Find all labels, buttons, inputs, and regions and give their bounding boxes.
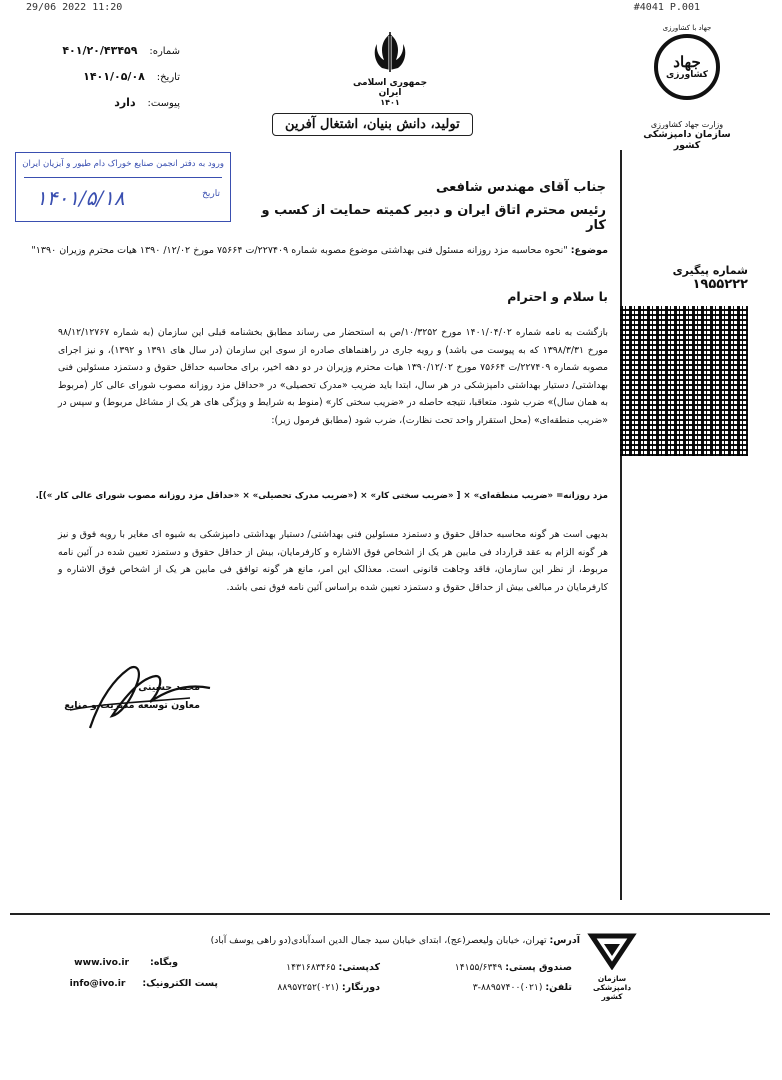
body-paragraph-1: بازگشت به نامه شماره ۱۴۰۱/۰۴/۰۲ مورخ ۱۰/۳۲۵۲/ص به استحضار می رساند مطابق بخشنامه قبلی این سازمان (به شماره ۹۸/۱۲/۱۲۷۶۷ مورخ ۱۳۹۸/۳/۳۱ که به پیوست می باشد) و رویه جاری در راهنماهای صادره از سوی این سازمان (در سال های ۱۳۹۱ و ۱۳۹۲)، و نیز اجرای مصوبه شماره ۲۲۷۴۰۹/ت ۷۵۶۶۴ مورخ ۱۳۹۰/۱۲/۰۲ هیات محترم وزیران در دو دهه اخیر، برای محاسبه حداقل حقوق و دستمزد مسئولین فنی بهداشتی/ دستیار بهداشتی دامپزشکی در هر سال، ابتدا باید ضریب «مدرک تحصیلی» در «حداقل مزد روزانه مصوب شورای عالی کار (مربوط به همان سال)» ضرب شود. متعاقبا، نتیجه حاصله در «ضریب سختی کار» (منوط به شرایط و ویژگی های هر یک از مشاغل مربوط) و سپس در «ضریب منطقه‌ای» (محل استقرار واحد تحت نظارت)، ضرب شود (مطابق فرمول زیر): xyxy=(58,327,609,426)
signature-block xyxy=(60,658,240,738)
ministry-name: وزارت جهاد کشاورزی xyxy=(650,120,724,129)
jahad-logo-icon xyxy=(654,34,720,100)
emblem-year: ۱۴۰۱ xyxy=(380,98,400,107)
logo-word: جهاد xyxy=(673,53,701,71)
attachment-value: دارد xyxy=(114,96,136,109)
footer-pobox-row xyxy=(400,962,572,973)
footer-address: تهران، خیابان ولیعصر(عج)، ابتدای خیابان سید جمال الدین اسدآبادی(دو راهی یوسف آباد) xyxy=(210,935,547,946)
footer-phone-label: تلفن: xyxy=(545,982,572,993)
footer-address-label: آدرس: xyxy=(549,935,580,946)
subject-label: موضوع: xyxy=(570,245,608,256)
signer-title: معاون توسعه مدیریت و منابع xyxy=(64,700,200,711)
footer-website-link[interactable]: www.ivo.ir xyxy=(74,957,130,968)
footer-phone: (۰۲۱)۸۸۹۵۷۴۰۰-۳ xyxy=(472,982,543,993)
footer-website-label: وبگاه: xyxy=(150,957,178,968)
ivo-logo-icon xyxy=(587,930,637,970)
footer-postal-label: کدپستی: xyxy=(338,962,380,973)
footer-pobox-label: صندوق پستی: xyxy=(505,962,572,973)
right-divider xyxy=(620,150,622,900)
receipt-stamp xyxy=(15,152,231,222)
qr-code xyxy=(620,306,748,456)
emblem-icon xyxy=(368,30,412,74)
tracking-number: ۱۹۵۵۲۲۲ xyxy=(692,277,748,292)
footer-fax-row xyxy=(230,982,380,993)
signer-name: محمد حسینی xyxy=(138,682,200,693)
emblem-title: جمهوری اسلامی ایران xyxy=(352,78,428,98)
fax-timestamp: 29/06 2022 11:20 xyxy=(26,2,123,13)
letter-number-row xyxy=(40,44,180,57)
footer-website-row xyxy=(38,957,178,968)
letter-date-label: تاریخ: xyxy=(156,72,180,83)
footer-org-name: سازمان دامپزشکی کشور xyxy=(592,974,632,1001)
footer-address-row xyxy=(170,935,580,946)
tracking-block xyxy=(628,264,748,292)
org-name: سازمان دامپزشکی کشور xyxy=(643,129,731,151)
stamp-date-label: تاریخ xyxy=(202,189,220,199)
footer-postal: ۱۴۳۱۶۸۳۴۶۵ xyxy=(286,962,336,973)
letter-date-row xyxy=(40,70,180,83)
stamp-text: ورود به دفتر انجمن صنایع خوراک دام طیور و آبزیان ایران xyxy=(22,159,224,169)
logo-sub: کشاورزی xyxy=(666,70,708,80)
footer-fax-label: دورنگار: xyxy=(341,982,380,993)
footer-logo xyxy=(582,930,642,1001)
handwritten-signature-icon xyxy=(60,658,240,738)
footer-divider xyxy=(10,913,770,915)
footer-email-label: پست الکترونیک: xyxy=(142,978,218,989)
ministry-logo-block xyxy=(632,24,742,151)
tracking-label: شماره پیگیری xyxy=(672,264,748,277)
letter-date: ۱۴۰۱/۰۵/۰۸ xyxy=(83,70,145,83)
logo-top-tag: جهاد با کشاورزی xyxy=(662,24,712,32)
footer-pobox: ۱۴۱۵۵/۶۳۴۹ xyxy=(454,962,503,973)
recipient-title: رئیس محترم اتاق ایران و دبیر کمیته حمایت از کسب و کار xyxy=(261,203,606,233)
letter-number: ۴۰۱/۲۰/۴۳۴۵۹ xyxy=(62,44,138,57)
national-emblem xyxy=(340,30,440,107)
greeting: با سلام و احترام xyxy=(507,289,608,304)
subject-line xyxy=(31,245,608,256)
subject-text: "نحوه محاسبه مزد روزانه مسئول فنی بهداشتی موضوع مصوبه شماره ۲۲۷۴۰۹/ت ۷۵۶۶۴ مورخ ۱۲/۰۲/ ۱۳۹۰ هیات محترم وزیران ۱۳۹۰" xyxy=(31,245,568,256)
formula: مزد روزانه= «ضریب منطقه‌ای» × [ «ضریب سختی کار» × («ضریب مدرک تحصیلی» × «حداقل مزد روزانه مصوب شورای عالی کار »)]. xyxy=(35,491,608,501)
body-paragraph-2: بدیهی است هر گونه محاسبه حداقل حقوق و دستمزد مسئولین فنی بهداشتی/ دستیار بهداشتی دامپزشکی به شیوه ای مغایر با رویه فوق و نیز هر گونه الزام به عقد قرارداد فی مابین هر یک از اشخاص فوق الاشاره و کارفرمایان، بیش از حداقل حقوق و دستمزد تعیین شده در آئین نامه مربوط، از نظر این سازمان، فاقد وجاهت قانونی است. معذالک این امر، مانع هر گونه توافق فی مابین هر یک از اشخاص فوق الاشاره و کارفرمایان در مبالغی بیش از حداقل حقوق و دستمزد تعیین شده براساس آئین نامه فوق نمی باشد. xyxy=(58,529,608,593)
footer-phone-row xyxy=(400,982,572,993)
slogan-box: تولید، دانش بنیان، اشتغال آفرین xyxy=(272,113,473,136)
stamp-date: ۱۴۰۱/۵/۱۸ xyxy=(36,186,125,210)
recipient-name: جناب آقای مهندس شافعی xyxy=(435,180,606,195)
fax-page: #4041 P.001 xyxy=(633,2,700,13)
attachment-label: پیوست: xyxy=(147,98,180,109)
footer-email-row xyxy=(38,978,218,989)
footer-email-link[interactable]: info@ivo.ir xyxy=(69,978,126,989)
attachment-row xyxy=(40,96,180,109)
footer-fax: (۰۲۱)۸۸۹۵۷۲۵۲ xyxy=(277,982,339,993)
letter-number-label: شماره: xyxy=(149,46,180,57)
footer-postal-row xyxy=(230,962,380,973)
